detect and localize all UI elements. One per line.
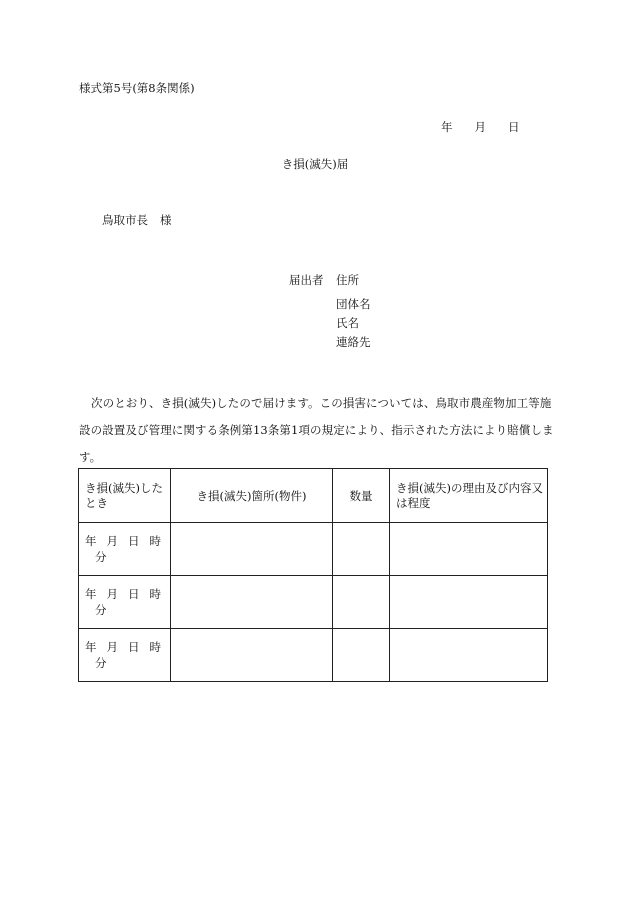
form-number: 様式第5号(第8条関係) xyxy=(79,81,195,95)
dt-day: 日 xyxy=(128,534,140,548)
date-month-label: 月 xyxy=(474,120,486,134)
reason-cell[interactable] xyxy=(390,629,548,682)
header-when: き損(滅失)したとき xyxy=(79,469,171,523)
quantity-cell[interactable] xyxy=(333,576,390,629)
dt-month: 月 xyxy=(106,640,118,654)
dt-hour: 時 xyxy=(149,587,161,601)
datetime-cell[interactable] xyxy=(79,576,171,629)
dt-minute: 分 xyxy=(95,603,107,617)
dt-hour: 時 xyxy=(149,534,161,548)
header-reason: き損(滅失)の理由及び内容又は程度 xyxy=(390,469,548,523)
addressee xyxy=(102,212,172,228)
dt-day: 日 xyxy=(128,587,140,601)
location-cell[interactable] xyxy=(171,629,333,682)
location-cell[interactable] xyxy=(171,523,333,576)
quantity-cell[interactable] xyxy=(333,629,390,682)
applicant-contact-label: 連絡先 xyxy=(336,335,371,349)
header-quantity: 数量 xyxy=(333,469,390,523)
table-header-row xyxy=(79,469,548,523)
date-day-label: 日 xyxy=(508,120,520,134)
applicant-group-label: 団体名 xyxy=(336,297,371,311)
applicant-label: 届出者 xyxy=(289,273,324,287)
applicant-name-label: 氏名 xyxy=(336,316,359,330)
quantity-cell[interactable] xyxy=(333,523,390,576)
declaration-text: 次のとおり、き損(滅失)したので届けます。この損害については、鳥取市農産物加工等施設の設置及び管理に関する条例第13条第1項の規定により、指示された方法により賠償します。 xyxy=(79,396,554,464)
dt-month: 月 xyxy=(106,534,118,548)
dt-day: 日 xyxy=(128,640,140,654)
document-title: き損(滅失)届 xyxy=(281,157,349,171)
dt-year: 年 xyxy=(85,587,97,601)
table-row xyxy=(79,576,548,629)
header-location: き損(滅失)箇所(物件) xyxy=(171,469,333,523)
reason-cell[interactable] xyxy=(390,576,548,629)
damage-record-table xyxy=(78,468,548,682)
dt-year: 年 xyxy=(85,534,97,548)
datetime-cell[interactable] xyxy=(79,629,171,682)
addressee-name: 鳥取市長 xyxy=(102,213,148,227)
dt-year: 年 xyxy=(85,640,97,654)
table-row xyxy=(79,629,548,682)
addressee-honorific: 様 xyxy=(160,213,172,227)
dt-hour: 時 xyxy=(149,640,161,654)
date-year-label: 年 xyxy=(441,120,453,134)
location-cell[interactable] xyxy=(171,576,333,629)
table-row xyxy=(79,523,548,576)
dt-minute: 分 xyxy=(95,656,107,670)
date-line xyxy=(441,119,520,135)
dt-month: 月 xyxy=(106,587,118,601)
reason-cell[interactable] xyxy=(390,523,548,576)
datetime-cell[interactable] xyxy=(79,523,171,576)
dt-minute: 分 xyxy=(95,550,107,564)
applicant-address-label: 住所 xyxy=(336,273,359,287)
